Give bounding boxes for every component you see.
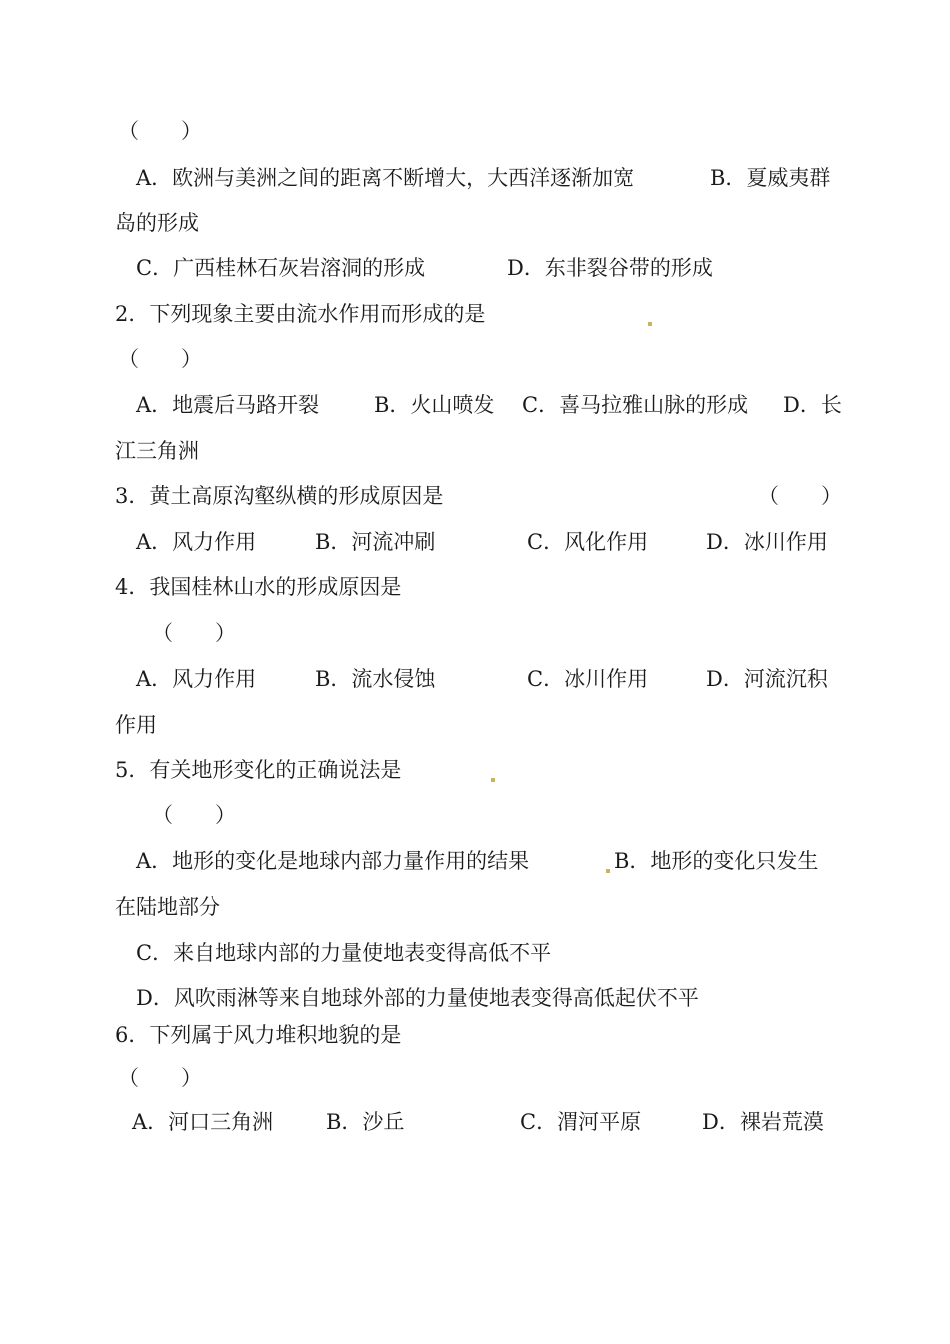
q3-answer-bracket: （ ）: [758, 484, 842, 508]
q4-stem: 4．我国桂林山水的形成原因是: [115, 575, 402, 599]
q4-option-c: C．冰川作用: [527, 667, 649, 691]
q1-option-b-continued: 岛的形成: [115, 211, 199, 235]
q3-option-c: C．风化作用: [527, 530, 649, 554]
q1-option-b: B．夏威夷群: [710, 166, 831, 190]
q3-option-a: A．风力作用: [136, 530, 257, 554]
q2-option-b: B．火山喷发: [374, 393, 495, 417]
q3-option-b: B．河流冲刷: [315, 530, 436, 554]
q2-stem: 2．下列现象主要由流水作用而形成的是: [115, 302, 486, 326]
q5-option-c: C．来自地球内部的力量使地表变得高低不平: [136, 941, 552, 965]
q2-answer-bracket: （ ）: [118, 347, 202, 371]
q1-option-d: D．东非裂谷带的形成: [507, 256, 713, 280]
scan-speck: [606, 869, 610, 873]
q1-option-c: C．广西桂林石灰岩溶洞的形成: [136, 256, 426, 280]
q6-option-b: B．沙丘: [326, 1110, 405, 1134]
q3-stem: 3．黄土高原沟壑纵横的形成原因是: [115, 484, 444, 508]
q6-answer-bracket: （ ）: [118, 1066, 202, 1090]
q4-option-b: B．流水侵蚀: [315, 667, 436, 691]
q4-option-d-continued: 作用: [115, 713, 157, 737]
q5-answer-bracket: （ ）: [152, 803, 236, 827]
scan-speck: [491, 778, 495, 782]
q1-answer-bracket: （ ）: [118, 119, 202, 143]
q2-option-c: C．喜马拉雅山脉的形成: [522, 393, 749, 417]
q5-option-d: D．风吹雨淋等来自地球外部的力量使地表变得高低起伏不平: [136, 986, 699, 1010]
q1-option-a: A．欧洲与美洲之间的距离不断增大，大西洋逐渐加宽: [136, 166, 635, 190]
q2-option-d-continued: 江三角洲: [115, 439, 199, 463]
q5-option-a: A．地形的变化是地球内部力量作用的结果: [136, 849, 530, 873]
q6-option-d: D．裸岩荒漠: [702, 1110, 824, 1134]
q2-option-d: D．长: [783, 393, 842, 417]
q5-stem: 5．有关地形变化的正确说法是: [115, 758, 402, 782]
q3-option-d: D．冰川作用: [706, 530, 828, 554]
q4-option-a: A．风力作用: [136, 667, 257, 691]
q6-option-c: C．渭河平原: [520, 1110, 642, 1134]
q2-option-a: A．地震后马路开裂: [136, 393, 320, 417]
q4-option-d: D．河流沉积: [706, 667, 828, 691]
q6-stem: 6．下列属于风力堆积地貌的是: [115, 1023, 402, 1047]
scan-speck: [648, 322, 652, 326]
q5-option-b-continued: 在陆地部分: [115, 895, 220, 919]
q5-option-b: B．地形的变化只发生: [614, 849, 819, 873]
q6-option-a: A．河口三角洲: [132, 1110, 274, 1134]
q4-answer-bracket: （ ）: [152, 621, 236, 645]
